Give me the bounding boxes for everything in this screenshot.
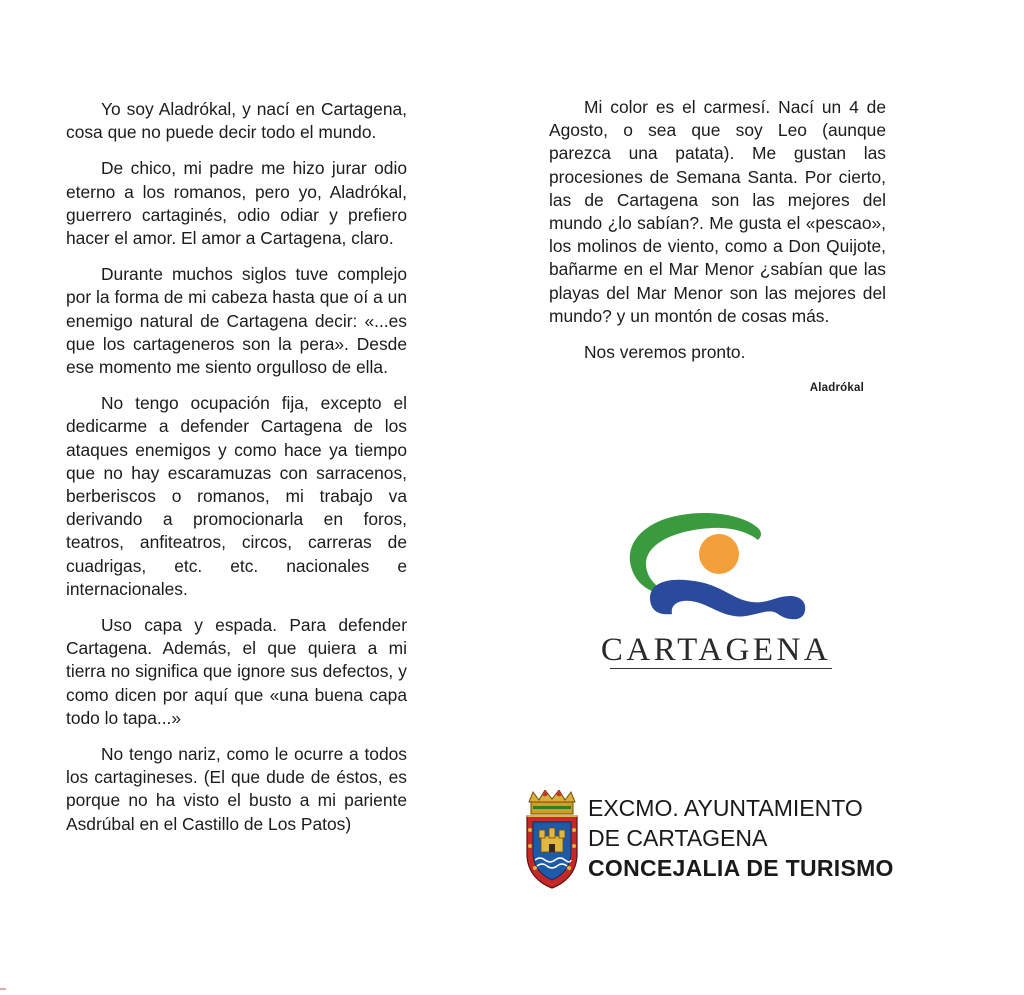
institution-block (588, 793, 894, 883)
paragraph: Yo soy Aladrókal, y nací en Cartagena, cosa que no puede decir todo el mundo. (66, 99, 407, 143)
paragraph: No tengo ocupación fija, excepto el dedicarme a defender Cartagena de los ataques enemigos y como hace ya tiempo que no hay escaramuzas con sarracenos, berberiscos o romanos, mi trabajo va derivando a promocionarla en foros, teatros, anfiteatros, circos, carreras de cuadrigas, etc. etc. nacionales e internacionales. (66, 393, 407, 599)
scan-mark (0, 988, 6, 990)
paragraph: De chico, mi padre me hizo jurar odio eterno a los romanos, pero yo, Aladrókal, guerrero cartaginés, odio odiar y prefiero hacer el amor. El amor a Cartagena, claro. (66, 158, 407, 249)
paragraph: Durante muchos siglos tuve complejo por la forma de mi cabeza hasta que oí a un enemigo natural de Cartagena decir: «...es que los cartageneros son la pera». Desde ese momento me siento orgulloso de ella. (66, 264, 407, 378)
logo-underline (610, 668, 832, 669)
institution-line-2: DE CARTAGENA (588, 825, 768, 851)
cartagena-logo-icon (600, 510, 842, 630)
signature: Aladrókal (809, 382, 864, 394)
paragraph: Uso capa y espada. Para defender Cartagena. Además, el que quiera a mi tierra no significa que ignore sus defectos, y como dicen por aquí que «una buena capa todo lo tapa...» (66, 615, 407, 728)
paragraph: Mi color es el carmesí. Nací un 4 de Agosto, o sea que soy Leo (aunque parezca una patata). Me gustan las procesiones de Semana Santa. Por cierto, las de Cartagena son las mejores del mundo ¿lo sabían?. Me gusta el «pescao», los molinos de viento, como a Don Quijote, bañarme en el Mar Menor ¿sabían que las playas del Mar Menor son las mejores del mundo? y un montón de cosas más. (549, 97, 886, 326)
right-text-column (549, 96, 886, 377)
logo-sun (699, 534, 739, 574)
institution-line-1: EXCMO. AYUNTAMIENTO (588, 795, 863, 821)
left-text-column (66, 98, 407, 849)
logo-wordmark: CARTAGENA (600, 632, 832, 668)
closing-line: Nos veremos pronto. (584, 342, 746, 363)
coat-of-arms-icon (523, 790, 581, 890)
cartagena-logo (600, 510, 842, 680)
logo-blue-wave (650, 580, 805, 620)
institution-line-3: CONCEJALIA DE TURISMO (588, 855, 894, 881)
paragraph: No tengo nariz, como le ocurre a todos los cartagineses. (El que dude de éstos, es porque no ha visto el busto a mi pariente Asdrúbal en el Castillo de Los Patos) (66, 744, 407, 834)
